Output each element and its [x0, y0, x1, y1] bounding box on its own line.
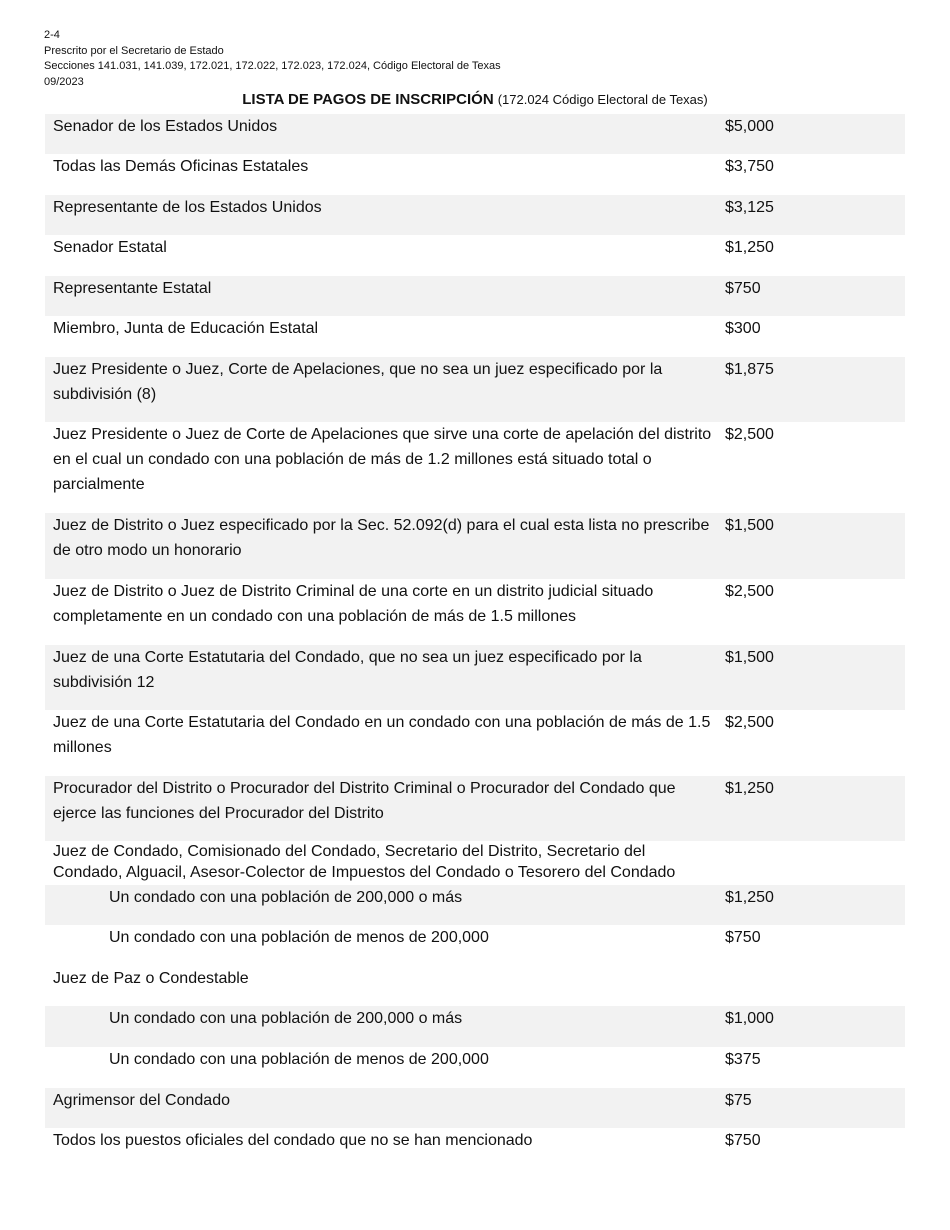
office-label: Un condado con una población de menos de 200,000 — [109, 1051, 489, 1068]
office-label: Juez de Distrito o Juez de Distrito Criminal de una corte en un distrito judicial situado completamente en un condado con una población de más de 1.5 millones — [53, 583, 654, 625]
office-label: Procurador del Distrito o Procurador del Distrito Criminal o Procurador del Condado que ejerce las funciones del Procurador del Distrito — [53, 780, 676, 822]
fee-row — [45, 513, 905, 579]
fee-amount: $1,250 — [725, 889, 774, 906]
fee-amount: $2,500 — [725, 714, 774, 731]
fee-row — [45, 276, 905, 316]
prescribed-by: Prescrito por el Secretario de Estado — [44, 44, 224, 57]
fee-row — [45, 710, 905, 776]
fee-row — [45, 925, 905, 966]
fee-row — [45, 154, 905, 195]
office-label: Juez Presidente o Juez de Corte de Apelaciones que sirve una corte de apelación del distrito en el cual un condado con una población de más de 1.2 millones está situado total o parcialmente — [53, 426, 712, 493]
fee-amount: $1,250 — [725, 780, 774, 797]
fee-amount: $1,000 — [725, 1010, 774, 1027]
fee-row — [45, 422, 905, 513]
office-label: Juez de Distrito o Juez especificado por la Sec. 52.092(d) para el cual esta lista no prescribe de otro modo un honorario — [53, 517, 710, 559]
form-date: 09/2023 — [44, 75, 84, 88]
fee-amount: $300 — [725, 320, 761, 337]
fee-amount: $2,500 — [725, 426, 774, 443]
office-label: Juez de Paz o Condestable — [53, 970, 249, 987]
fee-row — [45, 1047, 905, 1088]
fee-row — [45, 357, 905, 422]
code-sections: Secciones 141.031, 141.039, 172.021, 172.022, 172.023, 172.024, Código Electoral de Texas — [44, 60, 501, 72]
office-label: Un condado con una población de menos de 200,000 — [109, 929, 489, 946]
fee-amount: $1,250 — [725, 239, 774, 256]
office-label: Miembro, Junta de Educación Estatal — [53, 320, 319, 337]
fee-row — [45, 1128, 905, 1169]
office-label: Un condado con una población de 200,000 o más — [109, 1010, 463, 1027]
office-label: Juez Presidente o Juez, Corte de Apelaciones, que no sea un juez especificado por la subdivisión (8) — [53, 361, 663, 403]
office-label: Un condado con una población de 200,000 o más — [109, 889, 463, 906]
fee-amount: $1,500 — [725, 649, 774, 666]
page-title — [0, 91, 950, 108]
form-number: 2-4 — [44, 29, 60, 41]
fee-row — [45, 645, 905, 710]
fee-amount: $3,125 — [725, 199, 774, 216]
office-label: Senador de los Estados Unidos — [53, 118, 278, 135]
fee-amount: $2,500 — [725, 583, 774, 600]
fee-row — [45, 966, 905, 1006]
fee-row — [45, 114, 905, 154]
fee-amount: $750 — [725, 280, 761, 297]
fee-row — [45, 235, 905, 276]
fee-amount: $375 — [725, 1051, 761, 1068]
office-label: Senador Estatal — [53, 239, 167, 256]
office-label: Juez de una Corte Estatutaria del Condado, que no sea un juez especificado por la subdivisión 12 — [53, 649, 642, 691]
fee-amount: $1,875 — [725, 361, 774, 378]
office-label: Representante Estatal — [53, 280, 212, 297]
office-label: Representante de los Estados Unidos — [53, 199, 322, 216]
fee-amount: $3,750 — [725, 158, 774, 175]
fee-row — [45, 195, 905, 235]
fee-row — [45, 1088, 905, 1128]
title-main: LISTA DE PAGOS DE INSCRIPCIÓN — [242, 91, 494, 108]
fee-row — [45, 885, 905, 925]
fee-row — [45, 841, 905, 885]
office-label: Todas las Demás Oficinas Estatales — [53, 158, 309, 175]
fee-amount: $750 — [725, 1132, 761, 1149]
office-label: Juez de Condado, Comisionado del Condado, Secretario del Distrito, Secretario del Condado, Alguacil, Asesor-Colector de Impuestos del Condado o Tesorero del Condado — [53, 843, 676, 881]
fee-row — [45, 579, 905, 645]
office-label: Juez de una Corte Estatutaria del Condado en un condado con una población de más de 1.5 millones — [53, 714, 711, 756]
fee-table — [45, 114, 905, 1169]
title-subtitle: (172.024 Código Electoral de Texas) — [497, 92, 708, 107]
office-label: Agrimensor del Condado — [53, 1092, 230, 1109]
fee-row — [45, 776, 905, 841]
office-label: Todos los puestos oficiales del condado que no se han mencionado — [53, 1132, 533, 1149]
fee-row — [45, 316, 905, 357]
fee-row — [45, 1006, 905, 1047]
fee-amount: $1,500 — [725, 517, 774, 534]
fee-amount: $75 — [725, 1092, 752, 1109]
fee-amount: $750 — [725, 929, 761, 946]
fee-amount: $5,000 — [725, 118, 774, 135]
form-header — [44, 28, 501, 90]
